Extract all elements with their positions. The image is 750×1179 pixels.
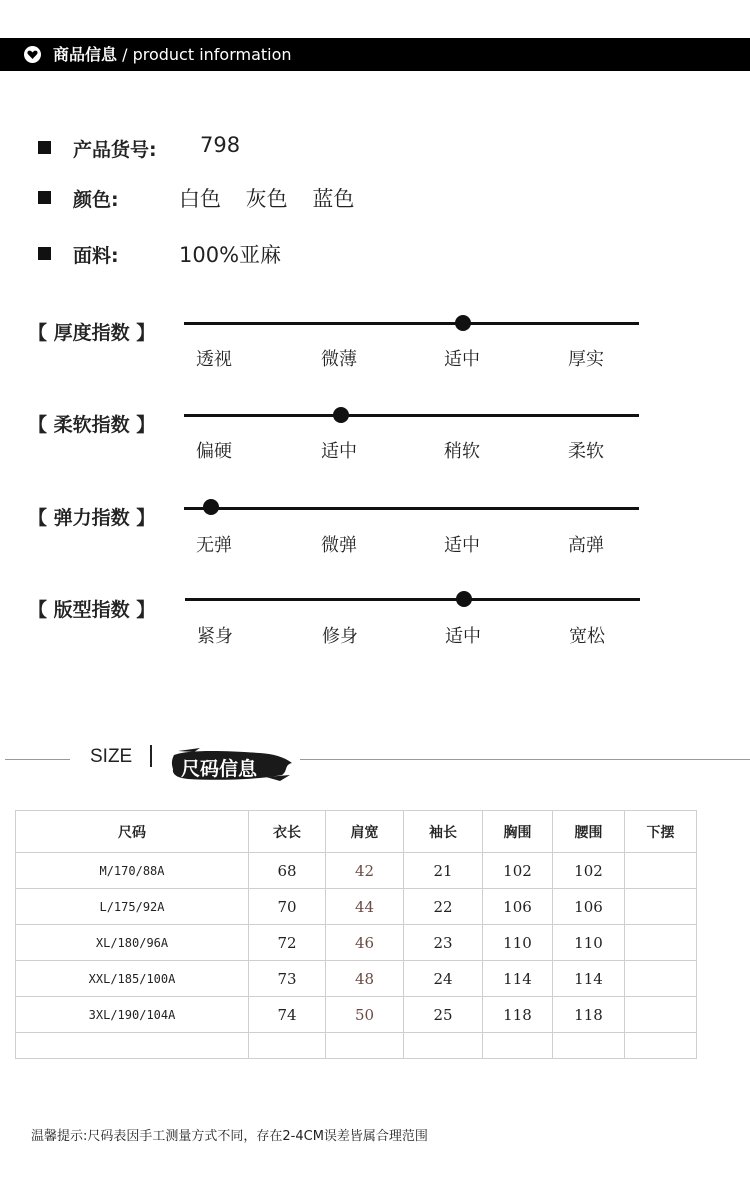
size-heading-zh: 尺码信息 [181, 758, 258, 780]
table-cell [625, 961, 697, 997]
table-cell [625, 1033, 697, 1059]
bullet-square-icon [38, 247, 51, 260]
table-cell [404, 1033, 483, 1059]
table-cell: 72 [249, 925, 326, 961]
table-cell: 118 [553, 997, 625, 1033]
table-cell [249, 1033, 326, 1059]
table-header-cell: 肩宽 [326, 811, 404, 853]
table-cell: 23 [404, 925, 483, 961]
size-note: 温馨提示:尺码表因手工测量方式不同，存在2-4CM误差皆属合理范围 [31, 1129, 428, 1144]
index-option: 柔软 [568, 441, 604, 462]
table-cell: 46 [326, 925, 404, 961]
index-option: 紧身 [197, 626, 233, 647]
table-cell [326, 1033, 404, 1059]
index-option: 稍软 [444, 441, 480, 462]
table-row [16, 961, 697, 997]
table-cell [553, 1033, 625, 1059]
table-cell: 118 [483, 997, 553, 1033]
index-marker-dot [456, 591, 472, 607]
table-cell [625, 889, 697, 925]
table-cell: L/175/92A [16, 889, 249, 925]
index-label: 【 弹力指数 】 [28, 507, 156, 529]
index-option: 厚实 [568, 349, 604, 370]
table-cell [625, 997, 697, 1033]
info-value: 白色 灰色 蓝色 [179, 187, 355, 211]
bullet-square-icon [38, 141, 51, 154]
table-cell: 102 [483, 853, 553, 889]
table-header-cell: 胸围 [483, 811, 553, 853]
table-header-cell: 尺码 [16, 811, 249, 853]
table-cell: 50 [326, 997, 404, 1033]
index-marker-dot [455, 315, 471, 331]
index-option: 适中 [321, 441, 357, 462]
index-scale-line [184, 507, 639, 510]
table-cell: 48 [326, 961, 404, 997]
table-header-cell: 袖长 [404, 811, 483, 853]
table-cell: 114 [553, 961, 625, 997]
table-cell [483, 1033, 553, 1059]
table-cell: 106 [483, 889, 553, 925]
info-value: 100%亚麻 [179, 243, 282, 267]
bullet-square-icon [38, 191, 51, 204]
table-row [16, 1033, 697, 1059]
table-cell: 102 [553, 853, 625, 889]
table-cell: 42 [326, 853, 404, 889]
index-option: 微薄 [321, 349, 357, 370]
table-row [16, 997, 697, 1033]
divider-line [300, 759, 750, 760]
table-cell: 24 [404, 961, 483, 997]
index-scale-line [184, 322, 639, 325]
size-table [15, 810, 697, 1059]
section-header-bar [0, 38, 750, 71]
table-header-cell: 腰围 [553, 811, 625, 853]
index-scale-line [185, 598, 640, 601]
size-heading-en: SIZE [90, 746, 133, 767]
index-option: 修身 [322, 626, 358, 647]
index-option: 偏硬 [196, 441, 232, 462]
index-marker-dot [203, 499, 219, 515]
table-row [16, 853, 697, 889]
table-cell: 110 [483, 925, 553, 961]
table-cell: 110 [553, 925, 625, 961]
table-cell: 44 [326, 889, 404, 925]
index-option: 高弹 [568, 535, 604, 556]
table-cell: 25 [404, 997, 483, 1033]
table-cell: XL/180/96A [16, 925, 249, 961]
index-option: 适中 [444, 349, 480, 370]
table-header-row [16, 811, 697, 853]
info-value: 798 [200, 133, 241, 157]
table-cell: 74 [249, 997, 326, 1033]
table-cell: 70 [249, 889, 326, 925]
table-cell [16, 1033, 249, 1059]
table-cell: 22 [404, 889, 483, 925]
table-cell [625, 925, 697, 961]
table-header-cell: 下摆 [625, 811, 697, 853]
table-cell: 3XL/190/104A [16, 997, 249, 1033]
table-cell: 68 [249, 853, 326, 889]
heading-separator [150, 745, 152, 767]
table-cell: 21 [404, 853, 483, 889]
index-scale-line [184, 414, 639, 417]
index-option: 适中 [444, 535, 480, 556]
index-label: 【 版型指数 】 [28, 599, 156, 621]
table-cell: 114 [483, 961, 553, 997]
index-option: 透视 [196, 349, 232, 370]
table-row [16, 925, 697, 961]
info-label: 颜色: [73, 189, 119, 211]
section-title: 商品信息 / product information [53, 45, 292, 64]
index-option: 微弹 [321, 535, 357, 556]
table-cell: 73 [249, 961, 326, 997]
index-label: 【 柔软指数 】 [28, 414, 156, 436]
index-option: 适中 [445, 626, 481, 647]
table-cell: 106 [553, 889, 625, 925]
index-option: 宽松 [569, 626, 605, 647]
info-label: 产品货号: [73, 139, 157, 161]
divider-line [5, 759, 70, 760]
table-cell: XXL/185/100A [16, 961, 249, 997]
table-cell [625, 853, 697, 889]
index-label: 【 厚度指数 】 [28, 322, 156, 344]
index-marker-dot [333, 407, 349, 423]
table-cell: M/170/88A [16, 853, 249, 889]
table-row [16, 889, 697, 925]
heart-icon [24, 46, 41, 63]
table-header-cell: 衣长 [249, 811, 326, 853]
info-label: 面料: [73, 245, 119, 267]
index-option: 无弹 [196, 535, 232, 556]
